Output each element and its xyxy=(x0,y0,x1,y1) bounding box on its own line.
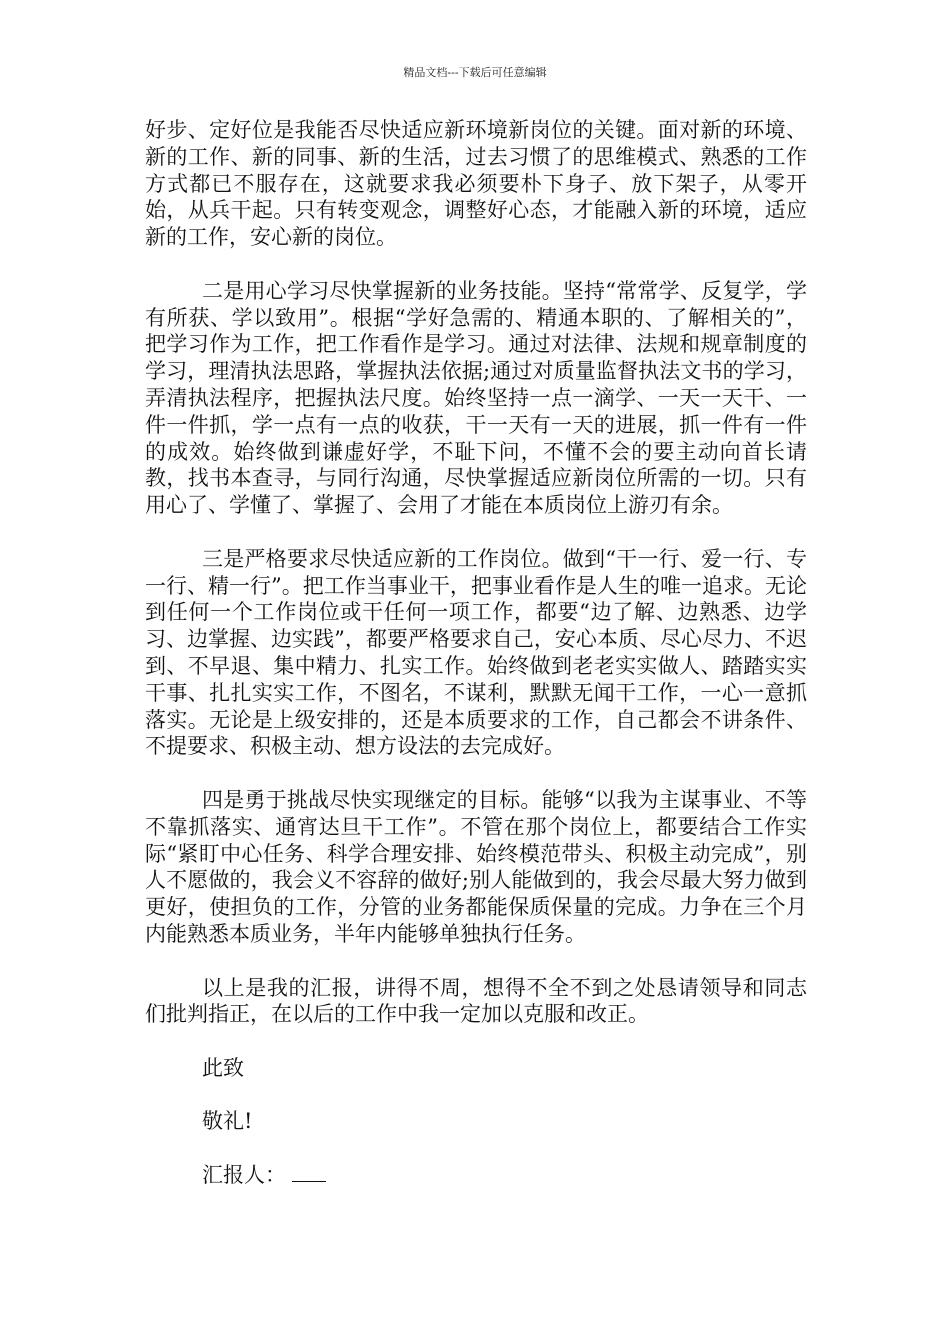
document-body xyxy=(145,117,807,1189)
paragraph-spacer xyxy=(145,1135,807,1162)
reporter-signature-blank xyxy=(292,1163,326,1182)
page-header: 精品文档---下载后可任意编辑 xyxy=(403,66,547,79)
closing-regards: 敬礼! xyxy=(202,1109,253,1134)
paragraph-point-four: 四是勇于挑战尽快实现继定的目标。能够“以我为主谋事业、不等不靠抓落实、通宵达旦干工作”。不管在那个岗位上，都要结合工作实际“紧盯中心任务、科学合理安排、始终模范带头、积极主动完成”，别人不愿做的，我会义不容辞的做好;别人能做到的，我会尽最大努力做到更好，使担负的工作，分管的业务都能保质保量的完成。力争在三个月内能熟悉本质业务，半年内能够单独执行任务。 xyxy=(145,787,807,946)
reporter-label: 汇报人： xyxy=(202,1163,286,1188)
paragraph-intro-continuation: 好步、定好位是我能否尽快适应新环境新岗位的关键。面对新的环境、新的工作、新的同事、新的生活，过去习惯了的思维模式、熟悉的工作方式都已不服存在，这就要求我必须要朴下身子、放下架子，从零开始，从兵干起。只有转变观念，调整好心态，才能融入新的环境，适应新的工作，安心新的岗位。 xyxy=(145,118,807,250)
closing-salutation: 此致 xyxy=(202,1055,244,1080)
paragraph-spacer xyxy=(145,1028,807,1055)
paragraph-spacer xyxy=(145,519,807,546)
paragraph-spacer xyxy=(145,1082,807,1109)
paragraph-point-two: 二是用心学习尽快掌握新的业务技能。坚持“常常学、反复学，学有所获、学以致用”。根据“学好急需的、精通本职的、了解相关的”，把学习作为工作，把工作看作是学习。通过对法律、法规和规章制度的学习，理清执法思路，掌握执法依据;通过对质量监督执法文书的学习，弄清执法程序，把握执法尺度。始终坚持一点一滴学、一天一天干、一件一件抓，学一点有一点的收获，干一天有一天的进展，抓一件有一件的成效。始终做到谦虚好学，不耻下问，不懂不会的要主动向首长请教，找书本查寻，与同行沟通，尽快掌握适应新岗位所需的一切。只有用心了、学懂了、掌握了、会用了才能在本质岗位上游刃有余。 xyxy=(145,278,807,518)
paragraph-conclusion: 以上是我的汇报，讲得不周，想得不全不到之处恳请领导和同志们批判指正，在以后的工作中我一定加以克服和改正。 xyxy=(145,975,807,1027)
paragraph-spacer xyxy=(145,251,807,278)
reporter-line xyxy=(145,1162,807,1189)
paragraph-spacer xyxy=(145,760,807,787)
paragraph-point-three: 三是严格要求尽快适应新的工作岗位。做到“干一行、爱一行、专一行、精一行”。把工作当事业干，把事业看作是人生的唯一追求。无论到任何一个工作岗位或干任何一项工作，都要“边了解、边熟悉、边学习、边掌握、边实践”，都要严格要求自己，安心本质、尽心尽力、不迟到、不早退、集中精力、扎实工作。始终做到老老实实做人、踏踏实实干事、扎扎实实工作，不图名，不谋利，默默无闻干工作，一心一意抓落实。无论是上级安排的，还是本质要求的工作，自己都会不讲条件、不提要求、积极主动、想方设法的去完成好。 xyxy=(145,546,807,759)
paragraph-spacer xyxy=(145,948,807,975)
